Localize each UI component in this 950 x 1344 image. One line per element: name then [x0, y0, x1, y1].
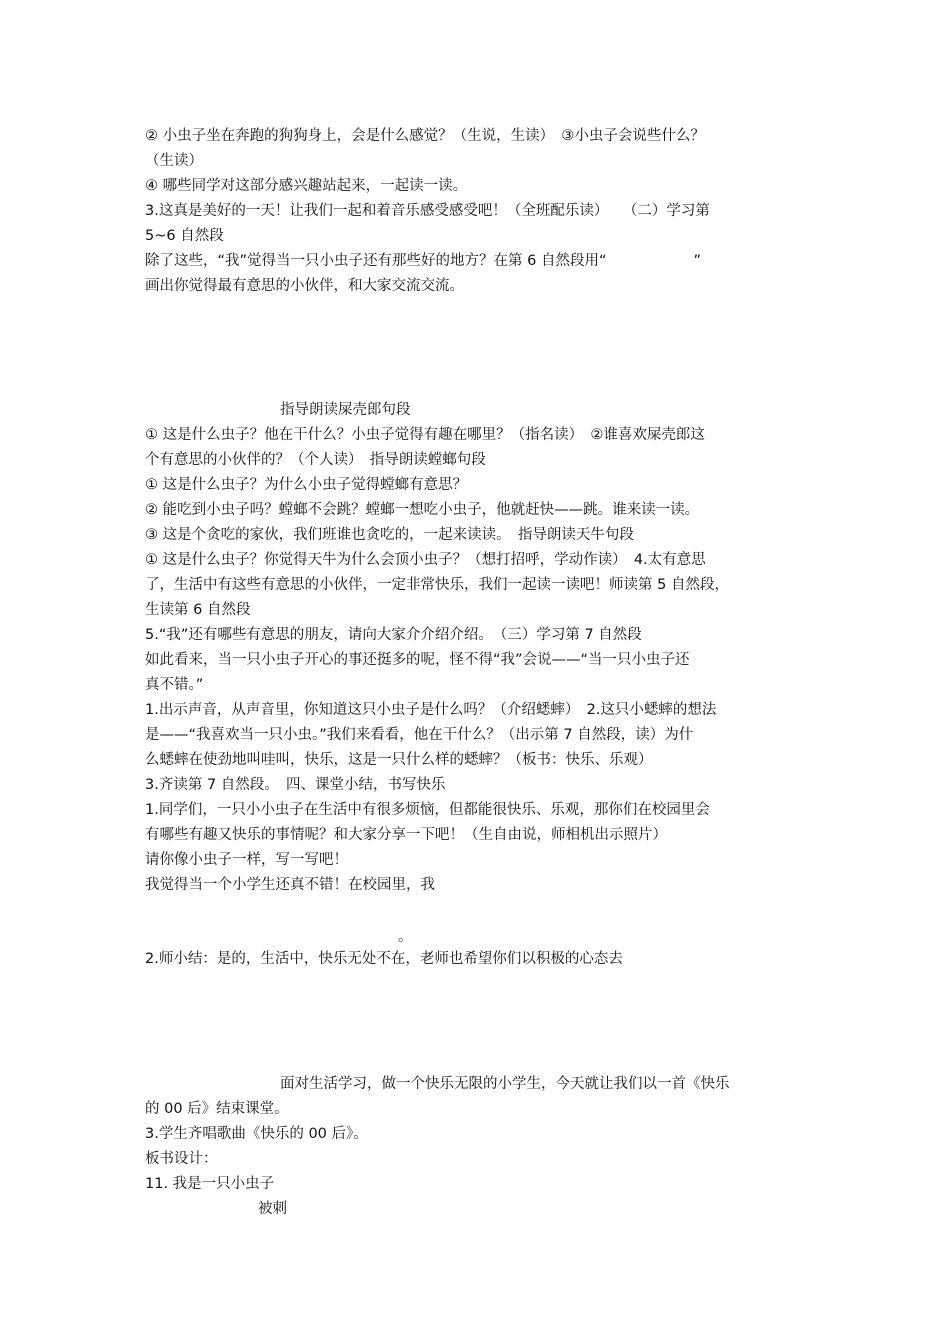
- text-line: （生读）: [145, 153, 203, 169]
- text-line: 2.师小结：是的，生活中，快乐无处不在，老师也希望你们以积极的心态去: [145, 951, 623, 967]
- text-line: 面对生活学习，做一个快乐无限的小学生，今天就让我们以一首《快乐: [280, 1076, 730, 1092]
- text-line: 有哪些有趣又快乐的事情呢？和大家分享一下吧！（生自由说，师相机出示照片）: [145, 827, 667, 843]
- text-line: 如此看来，当一只小虫子开心的事还挺多的呢，怪不得“我”会说——“当一只小虫子还: [145, 652, 690, 668]
- text-line: 我觉得当一个小学生还真不错！在校园里，我: [145, 877, 435, 893]
- text-line: ② 小虫子坐在奔跑的狗狗身上，会是什么感觉？（生说，生读） ③小虫子会说些什么？: [145, 128, 705, 144]
- text-line: 请你像小虫子一样，写一写吧！: [145, 852, 348, 868]
- text-line: 除了这些，“我”觉得当一只小虫子还有那些好的地方？在第 6 自然段用“ ”: [145, 253, 701, 269]
- text-line: 么蟋蟀在使劲地叫哇叫，快乐，这是一只什么样的蟋蟀？（板书：快乐、乐观）: [145, 752, 653, 768]
- text-line: 的 00 后》结束课堂。: [145, 1101, 289, 1117]
- text-line: 1.同学们，一只小小虫子在生活中有很多烦恼，但都能很快乐、乐观，那你们在校园里会: [145, 802, 710, 818]
- text-line: 生读第 6 自然段: [145, 602, 251, 618]
- text-line: 个有意思的小伙伴的？（个人读） 指导朗读螳螂句段: [145, 452, 486, 468]
- text-line: 3.齐读第 7 自然段。 四、课堂小结，书写快乐: [145, 777, 446, 793]
- board-title: 11. 我是一只小虫子: [145, 1176, 275, 1192]
- section-heading: 指导朗读屎壳郎句段: [280, 402, 411, 418]
- text-line: 3.学生齐唱歌曲《快乐的 00 后》。: [145, 1126, 368, 1142]
- text-line: ② 能吃到小虫子吗？螳螂不会跳？螳螂一想吃小虫子，他就赶快——跳。谁来读一读。: [145, 502, 700, 518]
- text-line: ③ 这是个贪吃的家伙，我们班谁也贪吃的，一起来读读。 指导朗读天牛句段: [145, 527, 634, 543]
- period-mark: 。: [398, 929, 413, 945]
- text-line: 5~6 自然段: [145, 228, 224, 244]
- text-line: 1.出示声音，从声音里，你知道这只小虫子是什么吗？（介绍蟋蟀） 2.这只小蟋蟀的想法: [145, 702, 717, 718]
- text-line: ① 这是什么虫子？为什么小虫子觉得螳螂有意思？: [145, 477, 468, 493]
- text-line: ④ 哪些同学对这部分感兴趣站起来，一起读一读。: [145, 178, 468, 194]
- text-line: 板书设计：: [145, 1151, 218, 1167]
- text-line: 真不错。”: [145, 677, 204, 693]
- text-line: 是——“我喜欢当一只小虫。”我们来看看，他在干什么？（出示第 7 自然段，读）为什: [145, 727, 694, 743]
- text-line: ① 这是什么虫子？他在干什么？小虫子觉得有趣在哪里？（指名读） ②谁喜欢屎壳郎这: [145, 427, 705, 443]
- text-line: 3.这真是美好的一天！让我们一起和着音乐感受感受吧！（全班配乐读） （二）学习第: [145, 203, 710, 219]
- board-item: 被刺: [258, 1201, 287, 1217]
- text-line: 画出你觉得最有意思的小伙伴，和大家交流交流。: [145, 278, 464, 294]
- text-line: 5.“我”还有哪些有意思的朋友，请向大家介介绍介绍。 （三）学习第 7 自然段: [145, 627, 642, 643]
- text-line: ① 这是什么虫子？你觉得天牛为什么会顶小虫子？（想打招呼，学动作读） 4.太有意思: [145, 552, 706, 568]
- text-line: 了，生活中有这些有意思的小伙伴，一定非常快乐，我们一起读一读吧！师读第 5 自然段，: [145, 577, 729, 593]
